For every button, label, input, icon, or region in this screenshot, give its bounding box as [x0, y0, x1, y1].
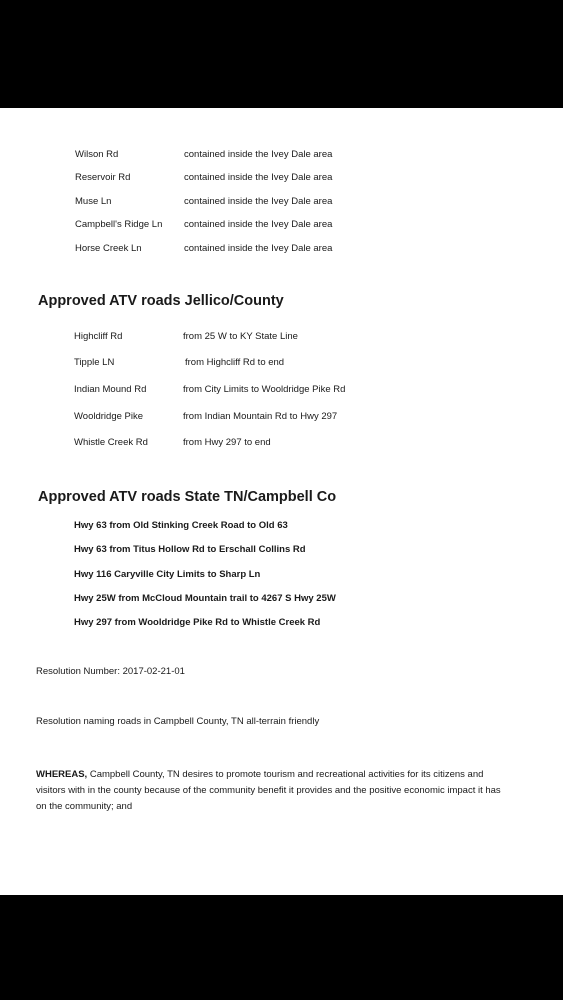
- road-description: from City Limits to Wooldridge Pike Rd: [183, 384, 346, 395]
- road-description: from 25 W to KY State Line: [183, 331, 298, 342]
- road-name: Highcliff Rd: [74, 331, 123, 342]
- whereas-paragraph: [36, 767, 536, 815]
- road-description: from Highcliff Rd to end: [185, 357, 285, 368]
- road-description: contained inside the Ivey Dale area: [184, 149, 333, 160]
- resolution-number: Resolution Number: 2017-02-21-01: [36, 666, 185, 677]
- whereas-line: visitors with in the county because of the community benefit it provides and the positive economic impact it has: [36, 785, 501, 796]
- section-heading: Approved ATV roads Jellico/County: [38, 293, 284, 309]
- road-description: contained inside the Ivey Dale area: [184, 196, 333, 207]
- resolution-title: Resolution naming roads in Campbell County, TN all-terrain friendly: [36, 716, 320, 727]
- state-road-line: Hwy 63 from Titus Hollow Rd to Erschall Collins Rd: [74, 544, 306, 555]
- road-name: Horse Creek Ln: [75, 243, 142, 254]
- whereas-line: [36, 767, 536, 783]
- state-road-line: Hwy 25W from McCloud Mountain trail to 4267 S Hwy 25W: [74, 593, 336, 604]
- road-name: Reservoir Rd: [75, 172, 131, 183]
- state-road-line: Hwy 116 Caryville City Limits to Sharp Ln: [74, 569, 261, 580]
- road-description: contained inside the Ivey Dale area: [184, 172, 333, 183]
- road-description: from Indian Mountain Rd to Hwy 297: [183, 411, 338, 422]
- road-description: contained inside the Ivey Dale area: [184, 243, 333, 254]
- road-name: Indian Mound Rd: [74, 384, 147, 395]
- road-name: Whistle Creek Rd: [74, 437, 148, 448]
- state-road-line: Hwy 63 from Old Stinking Creek Road to Old 63: [74, 520, 288, 531]
- road-name: Wooldridge Pike: [74, 411, 144, 422]
- whereas-line: on the community; and: [36, 801, 133, 812]
- road-name: Muse Ln: [75, 196, 112, 207]
- road-name: Wilson Rd: [75, 149, 119, 160]
- section-heading: Approved ATV roads State TN/Campbell Co: [38, 489, 337, 505]
- road-description: contained inside the Ivey Dale area: [184, 219, 333, 230]
- document-page: [0, 108, 563, 895]
- road-name: Tipple LN: [74, 357, 115, 368]
- road-name: Campbell's Ridge Ln: [75, 219, 163, 230]
- road-description: from Hwy 297 to end: [183, 437, 271, 448]
- state-road-line: Hwy 297 from Wooldridge Pike Rd to Whistle Creek Rd: [74, 617, 321, 628]
- whereas-lead: WHEREAS,: [36, 769, 88, 780]
- whereas-text: Campbell County, TN desires to promote tourism and recreational activities for its citizens and: [87, 769, 484, 780]
